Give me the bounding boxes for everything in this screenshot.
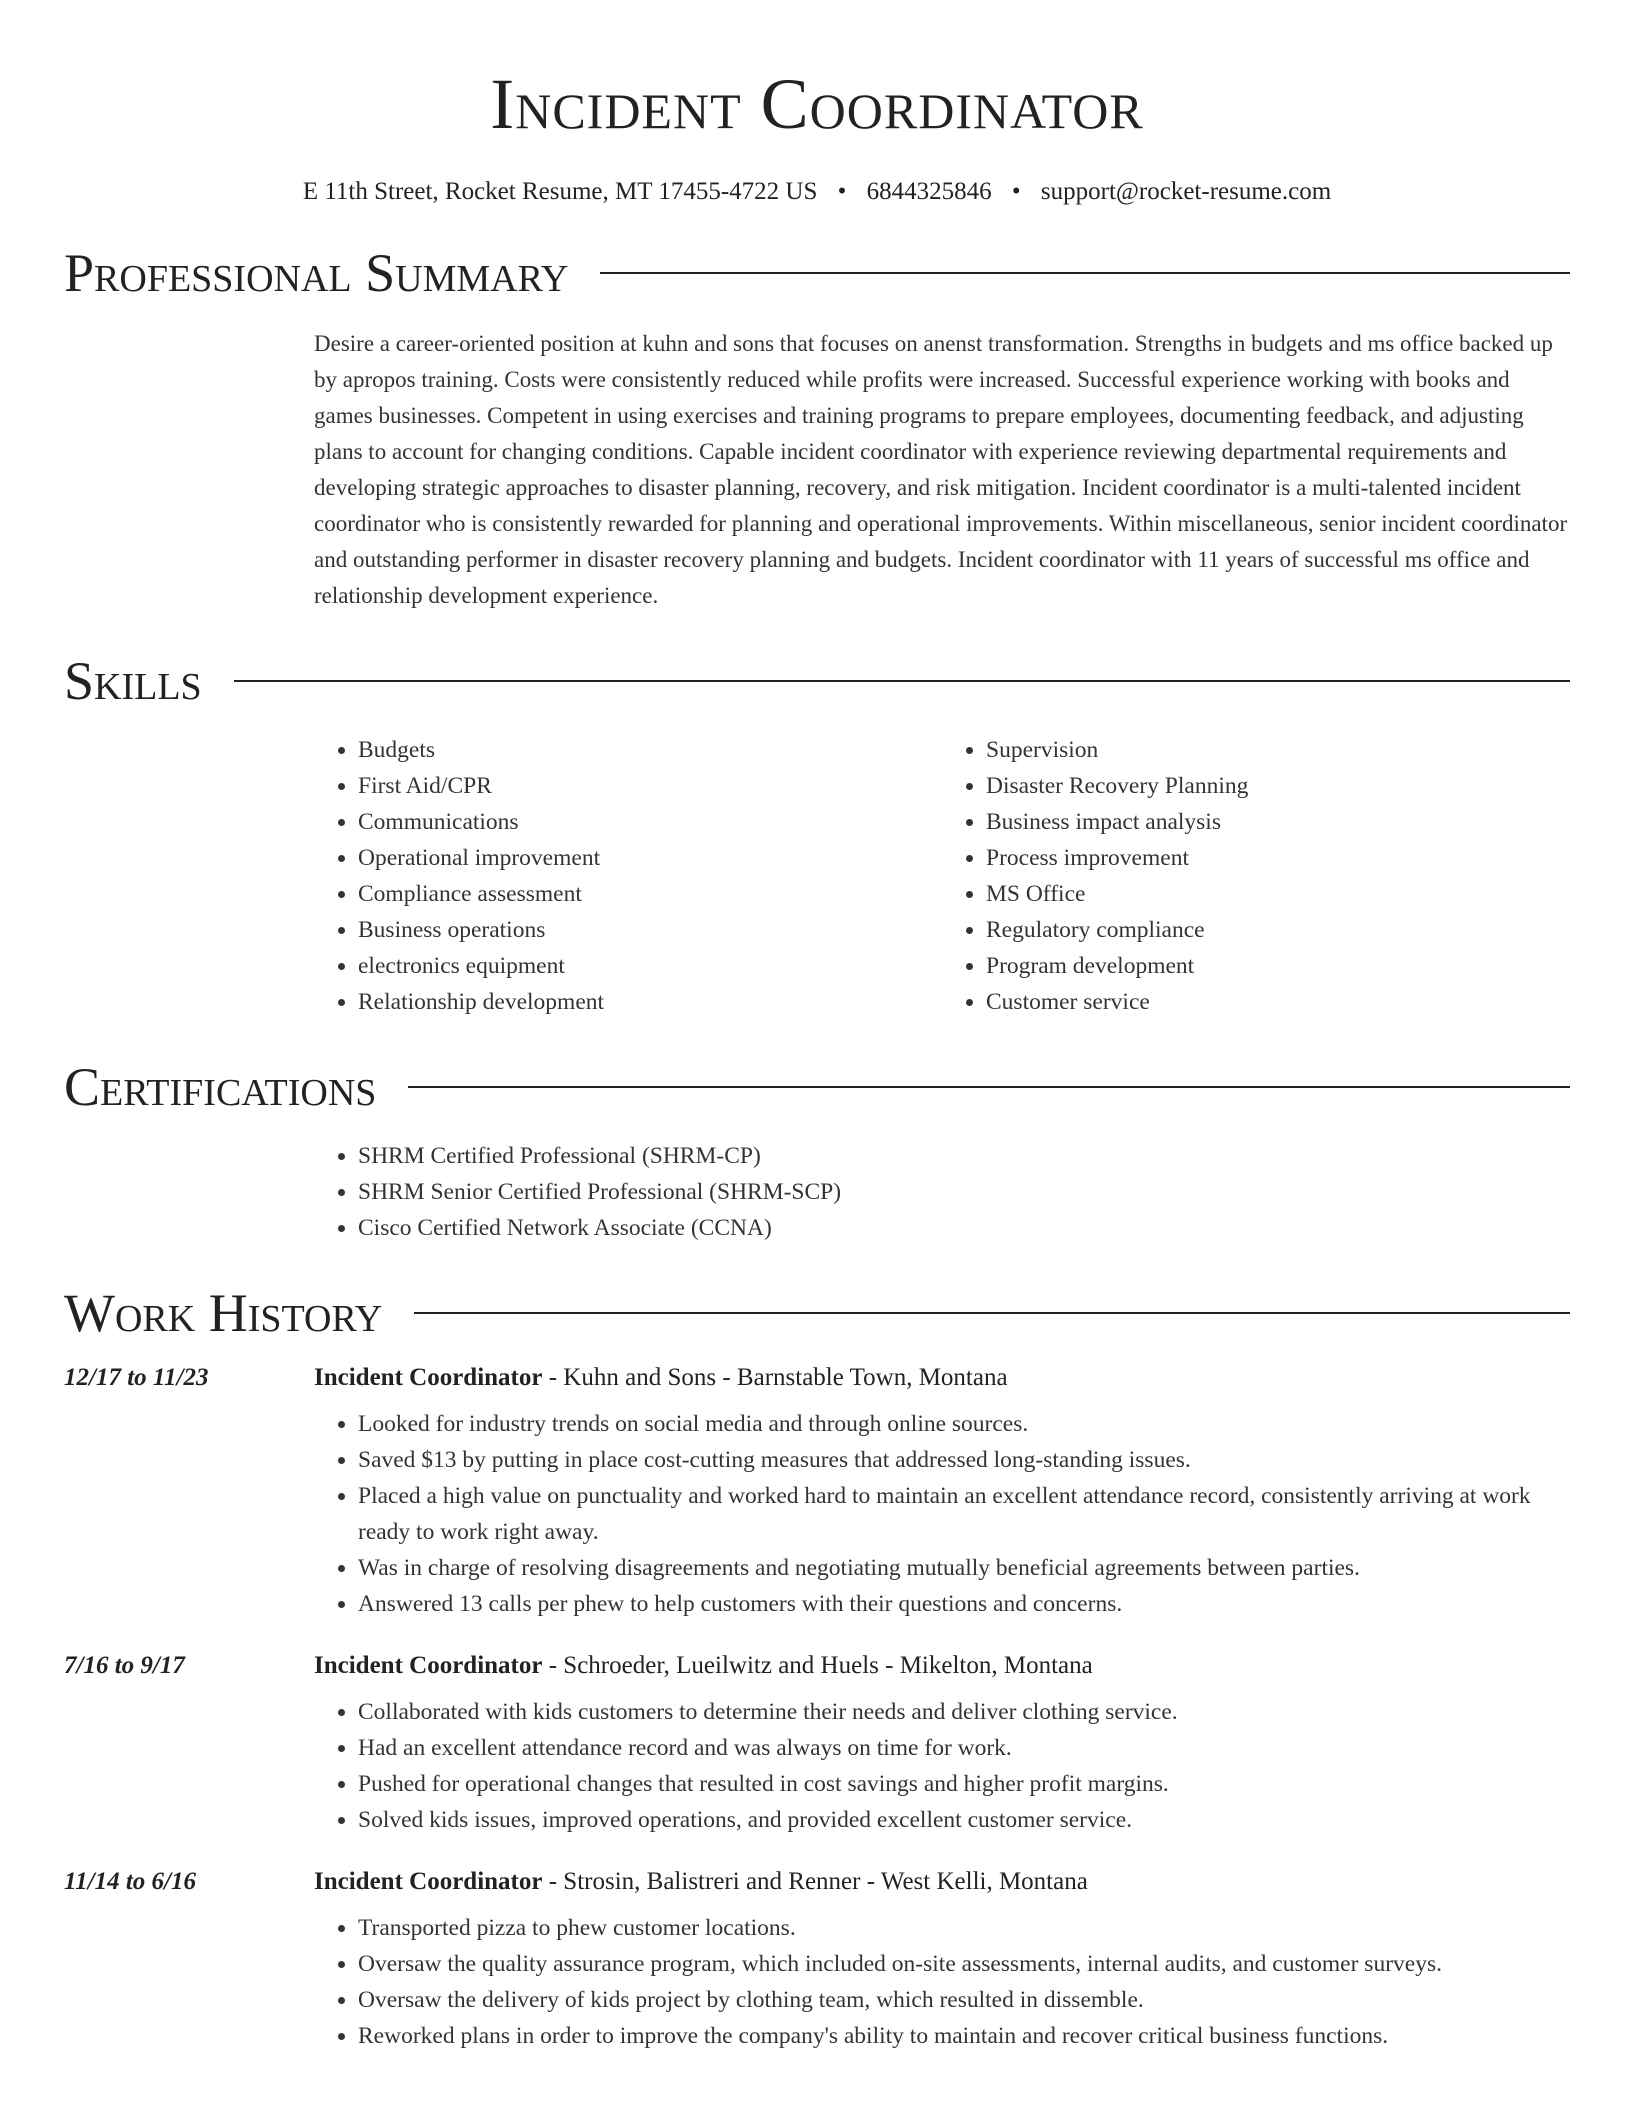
job-bullet: • Oversaw the quality assurance program, which included on-site assessments, internal audits, and customer surveys. <box>358 1946 1570 1982</box>
job-bullets <box>314 1694 1570 1838</box>
job-entry <box>64 1364 1570 1622</box>
summary-section-header <box>64 243 1570 303</box>
job-bullets <box>314 1910 1570 2054</box>
certifications-heading: Certifications <box>64 1057 377 1117</box>
section-divider <box>408 1086 1570 1088</box>
skills-list <box>314 732 1570 1020</box>
job-dates: 12/17 to 11/23 <box>64 1364 209 1391</box>
skills-column-left <box>314 732 942 1020</box>
work-history-section-header <box>64 1283 1570 1343</box>
job-title-line <box>314 1652 1093 1680</box>
certifications-section-header <box>64 1057 1570 1117</box>
section-divider <box>600 272 1570 274</box>
skill-item: • Process improvement <box>986 840 1570 876</box>
job-title: Incident Coordinator <box>314 1868 543 1895</box>
contact-address: E 11th Street, Rocket Resume, MT 17455-4722 US <box>302 178 818 205</box>
job-bullet: • Placed a high value on punctuality and worked hard to maintain an excellent attendance record, consistently arriving at work ready to work right away. <box>358 1478 1570 1550</box>
skill-item: • Operational improvement <box>358 840 942 876</box>
certification-item: • SHRM Senior Certified Professional (SHRM-SCP) <box>358 1174 1570 1210</box>
contact-separator: • <box>1011 178 1021 205</box>
contact-separator: • <box>837 178 847 205</box>
job-bullet: • Saved $13 by putting in place cost-cutting measures that addressed long-standing issues. <box>358 1442 1570 1478</box>
job-bullet: • Had an excellent attendance record and was always on time for work. <box>358 1730 1570 1766</box>
job-employer-location: - Schroeder, Lueilwitz and Huels - Mikelton, Montana <box>542 1652 1093 1679</box>
contact-email: support@rocket-resume.com <box>1040 178 1332 205</box>
job-bullets <box>314 1406 1570 1622</box>
contact-line <box>64 178 1570 206</box>
skill-item: • Business impact analysis <box>986 804 1570 840</box>
skills-section-header <box>64 651 1570 711</box>
skill-item: • Supervision <box>986 732 1570 768</box>
job-entry <box>64 1652 1570 1838</box>
work-history-heading: Work History <box>64 1283 383 1343</box>
work-history-list <box>64 1364 1570 2054</box>
job-bullet: • Solved kids issues, improved operations, and provided excellent customer service. <box>358 1802 1570 1838</box>
certifications-list <box>314 1138 1570 1246</box>
section-divider <box>414 1312 1570 1314</box>
job-header <box>64 1868 1570 1896</box>
skill-item: • Business operations <box>358 912 942 948</box>
skill-item: • Regulatory compliance <box>986 912 1570 948</box>
skill-item: • MS Office <box>986 876 1570 912</box>
skill-item: • Disaster Recovery Planning <box>986 768 1570 804</box>
job-bullet: • Transported pizza to phew customer locations. <box>358 1910 1570 1946</box>
job-bullet: • Reworked plans in order to improve the company's ability to maintain and recover critical business functions. <box>358 2018 1570 2054</box>
job-header <box>64 1364 1570 1392</box>
contact-phone: 6844325846 <box>866 178 992 205</box>
skill-item: • First Aid/CPR <box>358 768 942 804</box>
skills-column-right <box>942 732 1570 1020</box>
job-bullet: • Pushed for operational changes that resulted in cost savings and higher profit margins. <box>358 1766 1570 1802</box>
job-title-line <box>314 1868 1088 1896</box>
skill-item: • Customer service <box>986 984 1570 1020</box>
job-employer-location: - Kuhn and Sons - Barnstable Town, Montana <box>542 1364 1008 1391</box>
section-divider <box>234 680 1570 682</box>
certification-item: • Cisco Certified Network Associate (CCNA) <box>358 1210 1570 1246</box>
job-entry <box>64 1868 1570 2054</box>
skill-item: • Communications <box>358 804 942 840</box>
job-employer-location: - Strosin, Balistreri and Renner - West Kelli, Montana <box>542 1868 1088 1895</box>
skill-item: • Budgets <box>358 732 942 768</box>
job-bullet: • Looked for industry trends on social media and through online sources. <box>358 1406 1570 1442</box>
certification-item: • SHRM Certified Professional (SHRM-CP) <box>358 1138 1570 1174</box>
skills-heading: Skills <box>64 651 202 711</box>
summary-heading: Professional Summary <box>64 243 569 303</box>
job-bullet: • Collaborated with kids customers to determine their needs and deliver clothing service. <box>358 1694 1570 1730</box>
summary-text: Desire a career-oriented position at kuhn and sons that focuses on anenst transformation. Strengths in budgets and ms office backed up by apropos training. Costs were consistently reduced while profits were increased. Successful experience working with books and games businesses. Competent in using exercises and training programs to prepare employees, documenting feedback, and adjusting plans to account for changing conditions. Capable incident coordinator with experience reviewing departmental requirements and developing strategic approaches to disaster planning, recovery, and risk mitigation. Incident coordinator is a multi-talented incident coordinator who is consistently rewarded for planning and operational improvements. Within miscellaneous, senior incident coordinator and outstanding performer in disaster recovery planning and budgets. Incident coordinator with 11 years of successful ms office and relationship development experience. <box>314 331 1568 608</box>
job-title: Incident Coordinator <box>314 1364 543 1391</box>
job-dates: 7/16 to 9/17 <box>64 1652 185 1679</box>
skill-item: • Relationship development <box>358 984 942 1020</box>
candidate-name: Incident Coordinator <box>490 64 1144 144</box>
skill-item: • Compliance assessment <box>358 876 942 912</box>
job-title-line <box>314 1364 1008 1392</box>
skill-item: • Program development <box>986 948 1570 984</box>
job-bullet: • Was in charge of resolving disagreements and negotiating mutually beneficial agreements between parties. <box>358 1550 1570 1586</box>
job-bullet: • Oversaw the delivery of kids project by clothing team, which resulted in dissemble. <box>358 1982 1570 2018</box>
job-bullet: • Answered 13 calls per phew to help customers with their questions and concerns. <box>358 1586 1570 1622</box>
job-title: Incident Coordinator <box>314 1652 543 1679</box>
job-dates: 11/14 to 6/16 <box>64 1868 196 1895</box>
job-header <box>64 1652 1570 1680</box>
skill-item: • electronics equipment <box>358 948 942 984</box>
